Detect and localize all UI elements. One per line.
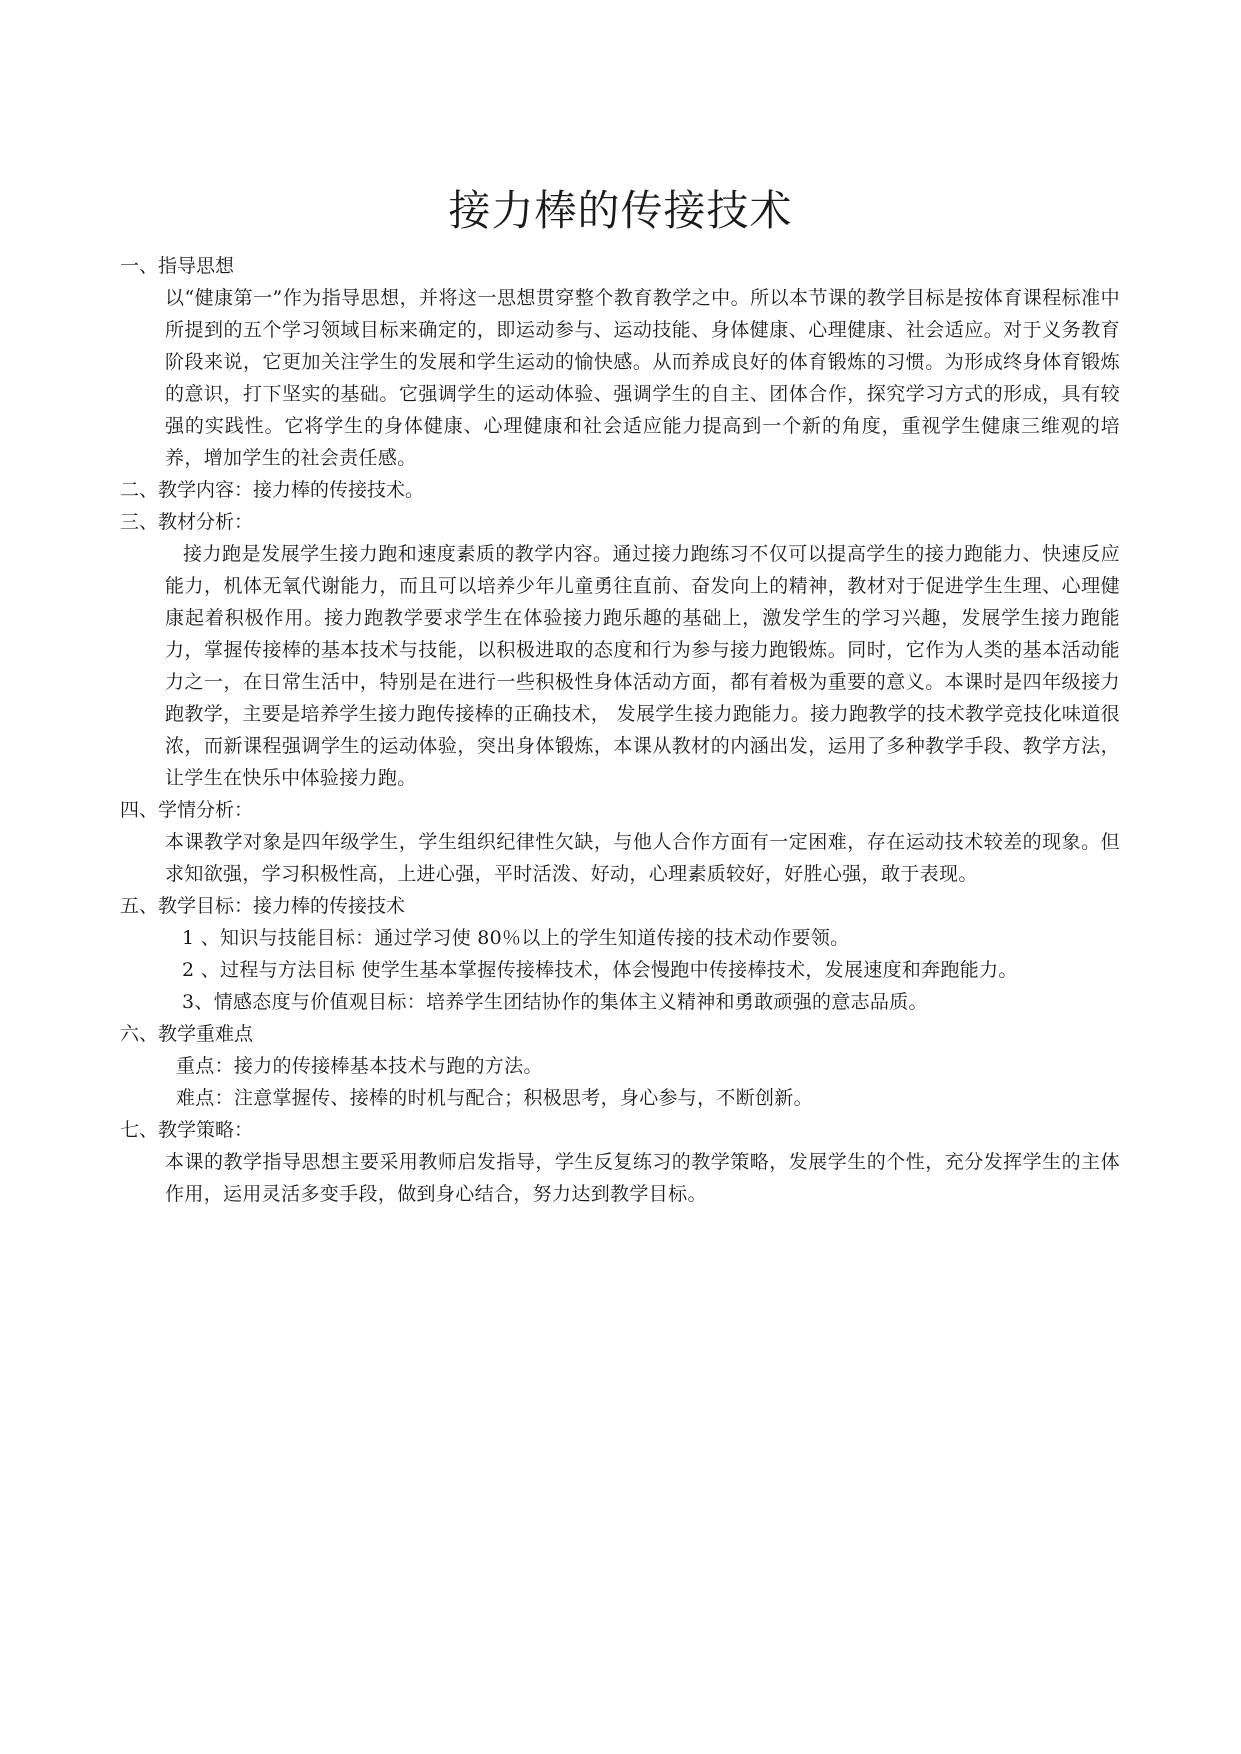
section-heading: 六、教学重难点 <box>120 1023 254 1045</box>
section-material-analysis <box>120 506 1120 794</box>
difficult-point-item: 难点：注意掌握传、接棒的时机与配合；积极思考，身心参与，不断创新。 <box>176 1087 813 1109</box>
section-teaching-strategy <box>120 1114 1120 1210</box>
section-teaching-objectives <box>120 890 1120 1018</box>
key-point-item: 重点：接力的传接棒基本技术与跑的方法。 <box>176 1055 543 1077</box>
section-student-analysis <box>120 794 1120 890</box>
section-paragraph: 本课的教学指导思想主要采用教师启发指导，学生反复练习的教学策略，发展学生的个性，充分发挥学生的主体作用，运用灵活多变手段，做到身心结合，努力达到教学目标。 <box>165 1151 1120 1205</box>
document-body <box>120 250 1120 1210</box>
objective-item: 1 、知识与技能目标：通过学习使 80％以上的学生知道传接的技术动作要领。 <box>182 927 850 949</box>
section-heading: 五、教学目标：接力棒的传接技术 <box>120 895 406 917</box>
objective-item: 2 、过程与方法目标 使学生基本掌握传接棒技术，体会慢跑中传接棒技术，发展速度和奔跑能力。 <box>182 959 1018 981</box>
section-heading: 三、教材分析： <box>120 511 254 533</box>
section-paragraph: 本课教学对象是四年级学生，学生组织纪律性欠缺，与他人合作方面有一定困难，存在运动技术较差的现象。但求知欲强，学习积极性高，上进心强，平时活泼、好动，心理素质较好，好胜心强，敢于表现。 <box>165 831 1120 885</box>
document-title: 接力棒的传接技术 <box>448 186 793 235</box>
objective-item: 3、情感态度与价值观目标：培养学生团结协作的集体主义精神和勇敢顽强的意志品质。 <box>182 991 928 1013</box>
section-teaching-content <box>120 474 1120 506</box>
section-heading: 一、指导思想 <box>120 255 235 277</box>
section-paragraph: 接力跑是发展学生接力跑和速度素质的教学内容。通过接力跑练习不仅可以提高学生的接力跑能力、快速反应能力，机体无氧代谢能力，而且可以培养少年儿童勇往直前、奋发向上的精神，教材对于促进学生生理、心理健康起着积极作用。接力跑教学要求学生在体验接力跑乐趣的基础上，激发学生的学习兴趣，发展学生接力跑能力，掌握传接棒的基本技术与技能，以积极进取的态度和行为参与接力跑锻炼。同时，它作为人类的基本活动能力之一，在日常生活中，特别是在进行一些积极性身体活动方面，都有着极为重要的意义。本课时是四年级接力跑教学，主要是培养学生接力跑传接棒的正确技术， 发展学生接力跑能力。接力跑教学的技术教学竞技化味道很浓，而新课程强调学生的运动体验，突出身体锻炼，本课从教材的内涵出发，运用了多种教学手段、教学方法，让学生在快乐中体验接力跑。 <box>165 543 1120 789</box>
section-heading: 四、学情分析： <box>120 799 254 821</box>
section-heading: 七、教学策略： <box>120 1119 254 1141</box>
section-paragraph: 以“健康第一”作为指导思想，并将这一思想贯穿整个教育教学之中。所以本节课的教学目标是按体育课程标准中所提到的五个学习领域目标来确定的，即运动参与、运动技能、身体健康、心理健康、社会适应。对于义务教育阶段来说，它更加关注学生的发展和学生运动的愉快感。从而养成良好的体育锻炼的习惯。为形成终身体育锻炼的意识，打下坚实的基础。它强调学生的运动体验、强调学生的自主、团体合作，探究学习方式的形成，具有较强的实践性。它将学生的身体健康、心理健康和社会适应能力提高到一个新的角度，重视学生健康三维观的培养，增加学生的社会责任感。 <box>165 287 1120 469</box>
section-key-points <box>120 1018 1120 1114</box>
section-guiding-ideology <box>120 250 1120 474</box>
section-heading: 二、教学内容：接力棒的传接技术。 <box>120 479 425 501</box>
